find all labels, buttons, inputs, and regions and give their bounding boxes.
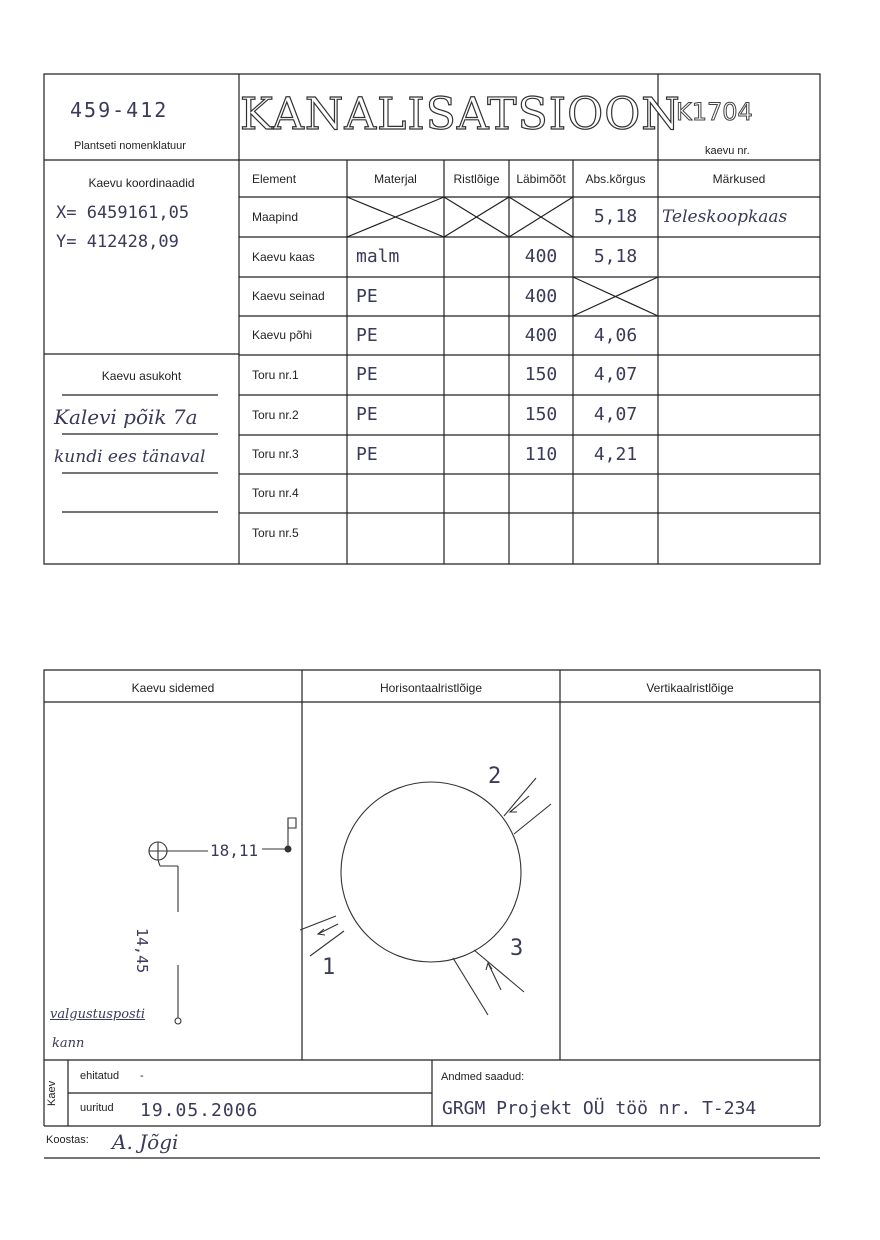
built-value: -	[140, 1070, 144, 1082]
page-title: KANALISATSIOON	[240, 89, 681, 140]
cell-abs: 5,18	[593, 246, 638, 267]
cell-markused: Teleskoopkaas	[662, 207, 788, 227]
cell-abs: 5,18	[593, 206, 638, 227]
ties-header: Kaevu sidemed	[131, 681, 215, 695]
cell-element: Maapind	[252, 210, 299, 224]
data-source-label: Andmed saadud:	[441, 1071, 525, 1083]
tie-point-label-2: kann	[52, 1036, 85, 1051]
cell-abs: 4,21	[593, 444, 638, 465]
cell-labimoot: 150	[524, 404, 558, 425]
built-label: ehitatud	[80, 1070, 120, 1082]
cell-labimoot: 110	[524, 444, 558, 465]
cell-element: Toru nr.2	[252, 408, 299, 422]
cell-element: Kaevu põhi	[252, 328, 313, 342]
coordinate-y: Y= 412428,09	[56, 232, 179, 252]
well-number-value: K1704	[676, 98, 753, 126]
col-header-labimoot: Läbimõõt	[516, 172, 566, 186]
cell-materjal: PE	[356, 364, 378, 385]
cell-materjal: PE	[356, 286, 378, 307]
data-source-value: GRGM Projekt OÜ töö nr. T-234	[442, 1098, 757, 1119]
col-header-markused: Märkused	[712, 172, 766, 186]
cell-element: Toru nr.3	[252, 447, 299, 461]
pipe-label-3: 3	[510, 936, 524, 961]
coordinates-label: Kaevu koordinaadid	[88, 176, 195, 190]
cell-element: Kaevu kaas	[252, 250, 315, 264]
col-header-ristloige: Ristlõige	[453, 172, 500, 186]
surveyed-label: uuritud	[80, 1102, 114, 1114]
cell-materjal: PE	[356, 444, 378, 465]
vertical-section-header: Vertikaalristlõige	[646, 681, 734, 695]
coordinate-x: X= 6459161,05	[56, 203, 190, 223]
nomenclature-label: Plantseti nomenklatuur	[74, 140, 186, 152]
location-label: Kaevu asukoht	[101, 369, 182, 383]
surveyed-date: 19.05.2006	[140, 1100, 259, 1121]
pipe-label-2: 2	[488, 764, 502, 789]
cell-labimoot: 400	[524, 325, 558, 346]
location-line-1: Kalevi põik 7a	[54, 405, 198, 429]
cell-element: Toru nr.1	[252, 368, 299, 382]
cell-abs: 4,07	[593, 364, 638, 385]
well-cross-section-circle	[341, 782, 524, 962]
pipe-label-1: 1	[322, 955, 336, 980]
author-value: A. Jõgi	[112, 1130, 179, 1154]
cell-abs: 4,06	[593, 325, 638, 346]
cell-labimoot: 400	[524, 286, 558, 307]
horizontal-section-header: Horisontaalristlõige	[379, 681, 483, 695]
nomenclature-value: 459-412	[70, 98, 169, 122]
col-header-abs-korgus: Abs.kõrgus	[585, 172, 646, 186]
tie-horizontal-distance: 18,11	[210, 841, 259, 860]
location-line-2: kundi ees tänaval	[54, 447, 206, 467]
tie-vertical-distance: 14,45	[133, 928, 151, 974]
cell-labimoot: 400	[524, 246, 558, 267]
col-header-element: Element	[252, 172, 297, 186]
footer-side-label: Kaev	[46, 1080, 58, 1106]
cell-labimoot: 150	[524, 364, 558, 385]
tie-point-label-1: valgustusposti	[50, 1007, 146, 1022]
author-label: Koostas:	[46, 1134, 89, 1146]
cell-abs: 4,07	[593, 404, 638, 425]
cell-materjal: PE	[356, 325, 378, 346]
col-header-materjal: Materjal	[374, 172, 417, 186]
cell-materjal: PE	[356, 404, 378, 425]
cell-element: Toru nr.5	[252, 526, 299, 540]
cell-materjal: malm	[356, 246, 400, 267]
well-number-label: kaevu nr.	[705, 145, 750, 157]
cell-element: Toru nr.4	[252, 486, 299, 500]
cell-element: Kaevu seinad	[252, 289, 325, 303]
